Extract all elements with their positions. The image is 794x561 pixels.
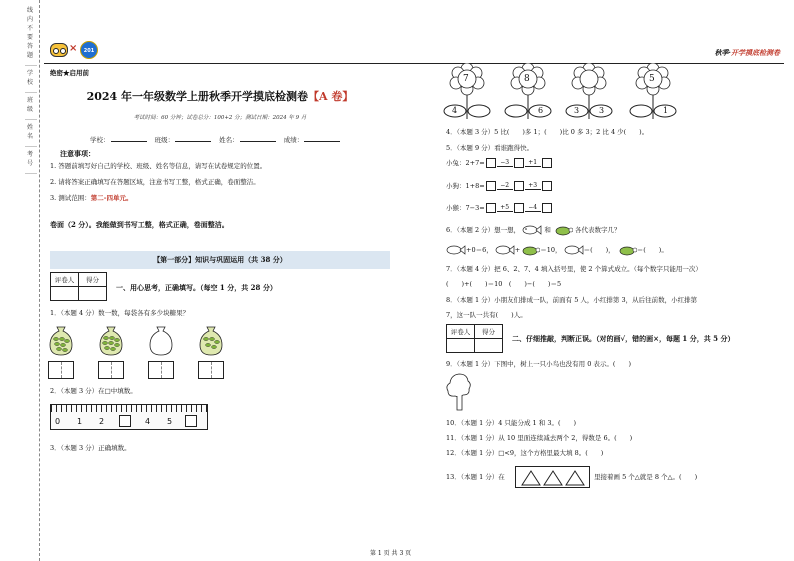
fish-icon [495, 245, 515, 255]
reviewer-cell[interactable] [51, 287, 79, 301]
section2-title: 二、仔细推敲，判断正误。（对的画√，错的画×，每题 1 分，共 5 分） [512, 334, 735, 343]
score-field[interactable] [304, 141, 340, 142]
question-13-prefix: 13．（本题 1 分）在 [446, 473, 505, 481]
flower-2-top: 8 [524, 74, 530, 84]
question-7: 7．（本题 4 分）把 6、2、7、4 填入括号里，使 2 个算式成立。（每个数字只能用一次） [446, 265, 702, 273]
ruler-label: 5 [167, 417, 173, 426]
score-header: 得分 [475, 325, 503, 339]
question-1: 1．（本题 4 分）数一数，每袋各有多少块糖果？ [50, 309, 190, 317]
flower-4-top: 5 [649, 74, 655, 84]
question-3: 3．（本题 3 分）正确填数。 [50, 444, 131, 452]
race-row-name: 小兔： [446, 159, 466, 167]
flower-3-right: 3 [599, 106, 605, 115]
flower-4 [628, 63, 678, 133]
race-row-expr: 1+8= [465, 182, 485, 190]
logo-separator: × [69, 43, 78, 54]
ruler-answer-box[interactable] [119, 415, 131, 427]
student-fields [90, 135, 346, 144]
arrow-op: +3 [525, 183, 541, 190]
ruler [50, 404, 208, 430]
score-table [50, 272, 107, 301]
candy-sack-1 [48, 325, 74, 359]
question-12: 12．（本题 1 分）□<9，这个方格里最大填 8。( ) [446, 449, 604, 457]
flower-1-left: 4 [452, 106, 458, 115]
score-cell[interactable] [475, 339, 503, 353]
equation-part: + [514, 246, 521, 254]
question-6-equations [446, 244, 668, 256]
reviewer-header: 评卷人 [51, 273, 79, 287]
ruler-label: 1 [77, 417, 83, 426]
page-title [50, 88, 390, 104]
race-row-expr: 2+7= [465, 159, 485, 167]
fish-icon [446, 245, 466, 255]
score-header: 得分 [79, 273, 107, 287]
equation-part: ＝10， [540, 246, 562, 254]
answer-box[interactable] [514, 203, 524, 213]
candy-sack-2 [98, 325, 124, 359]
reviewer-cell[interactable] [447, 339, 475, 353]
binding-margin [0, 0, 40, 561]
answer-box[interactable] [542, 181, 552, 191]
race-row-monkey [446, 203, 553, 213]
notice-title: 注意事项： [60, 149, 95, 158]
class-field[interactable] [175, 141, 211, 142]
turtle-icon [553, 224, 573, 236]
notice-item-2: 2. 请将答案正确填写在答题区域，注意书写工整，格式正确，卷面整洁。 [50, 178, 260, 186]
flower-1 [442, 63, 492, 133]
notice-item-1: 1. 答题前填写好自己的学校、班级、姓名等信息，请写在试卷规定的位置。 [50, 162, 267, 170]
flower-3 [564, 63, 614, 133]
triangle-box[interactable] [515, 466, 590, 488]
answer-box[interactable] [514, 158, 524, 168]
question-6-tail: 各代表数字几？ [574, 226, 621, 234]
question-8-line-1: 8．（本题 1 分）小朋友们排成一队，前面有 5 人，小红排第 3，从后往前数，小红排第 [446, 296, 698, 304]
arrow-op: −4 [525, 205, 541, 212]
answer-box[interactable] [486, 158, 496, 168]
candy-sack-4 [198, 325, 224, 359]
answer-grid-4[interactable] [198, 361, 224, 379]
question-13-suffix: 里接着画 5 个△就是 8 个△。( ) [594, 473, 698, 481]
equation-answer[interactable]: ＝( )， [583, 246, 615, 254]
title-main: 2024 年一年级数学上册秋季开学摸底检测卷 [86, 90, 309, 103]
exam-meta: 考试时间：60 分钟；试卷总分：100+2 分；测试日期：2024 年 9 月 [133, 115, 307, 121]
question-5: 5．（本题 9 分）看谁跑得快。 [446, 144, 534, 152]
notice-item-3 [50, 193, 132, 202]
school-label: 学校： [90, 136, 110, 144]
question-6: 6．（本题 2 分）想一想， 和 各代表数字几？ [446, 226, 621, 234]
flower-4-right: 1 [663, 106, 669, 115]
owl-logo-icon [50, 43, 68, 57]
notice-item-3-text: 3. 测试范围： [50, 194, 91, 202]
turtle-icon [520, 244, 540, 256]
answer-box[interactable] [542, 158, 552, 168]
score-cell[interactable] [79, 287, 107, 301]
question-7-line[interactable]: ( )+( )＝10 ( )−( )＝5 [446, 280, 562, 288]
ruler-label: 0 [55, 417, 61, 426]
score-label: 成绩： [283, 136, 304, 144]
answer-grid-2[interactable] [98, 361, 124, 379]
binding-text: 线 内 不 要 答 题 …… 学校 …… 班级 …… 姓名 …… 考号 …… [25, 7, 37, 176]
arrow-op: +1 [525, 160, 541, 167]
name-field[interactable] [240, 141, 276, 142]
race-row-name: 小猴： [446, 204, 466, 212]
page-number: 第 1 页 共 3 页 [370, 550, 412, 557]
question-4: 4．（本题 3 分）5 比( )多 1；( )比 0 多 3；2 比 4 少( )。 [446, 128, 649, 136]
question-10: 10．（本题 1 分）4 只能分成 1 和 3。( ) [446, 419, 577, 427]
name-label: 姓名： [219, 136, 239, 144]
score-table-2 [446, 324, 503, 353]
question-9: 9．（本题 1 分）下图中，树上一只小鸟也没有用 0 表示。( ) [446, 360, 631, 368]
header-right [640, 48, 780, 58]
race-row-rabbit [446, 158, 553, 168]
flower-1-top: 7 [463, 74, 469, 84]
flower-3-left: 3 [574, 106, 580, 115]
header-prefix: 秋季· [714, 48, 731, 57]
title-tag: 【A 卷】 [308, 90, 354, 103]
answer-box[interactable] [514, 181, 524, 191]
arrow-op: −2 [497, 183, 513, 190]
question-11: 11．（本题 1 分）从 10 里面连续减去两个 2，得数是 6。( ) [446, 434, 633, 442]
equation-part: +0＝6， [466, 246, 493, 254]
secret-label: 绝密★启用前 [50, 69, 89, 77]
question-8-line-2[interactable]: 7，这一队一共有( )人。 [446, 311, 527, 319]
flower-2 [503, 63, 553, 133]
fish-icon [522, 225, 542, 235]
race-row-name: 小狗： [446, 182, 466, 190]
arrow-op: +5 [497, 205, 513, 212]
header-highlight: 开学摸底检测卷 [731, 48, 780, 57]
tree-icon [446, 372, 472, 414]
fish-icon [564, 245, 584, 255]
ruler-ticks [51, 405, 207, 412]
flower-2-right: 6 [538, 106, 544, 115]
answer-box[interactable] [486, 181, 496, 191]
race-row-dog [446, 181, 553, 191]
notice-scope: 第二-四单元。 [90, 194, 133, 202]
answer-grid-1[interactable] [48, 361, 74, 379]
arrow-op: −3 [497, 160, 513, 167]
equation-answer[interactable]: ＝( )。 [636, 246, 668, 254]
class-label: 班级： [154, 136, 175, 144]
answer-box[interactable] [486, 203, 496, 213]
question-2: 2．（本题 3 分）在□中填数。 [50, 387, 137, 395]
question-6-text: 6．（本题 2 分）想一想， [446, 226, 521, 234]
ruler-answer-box[interactable] [185, 415, 197, 427]
school-field[interactable] [111, 141, 147, 142]
badge-logo-icon: 201 [80, 41, 98, 59]
section1-title: 一、用心思考，正确填写。（每空 1 分，共 28 分） [116, 283, 277, 292]
race-row-expr: 7−3= [465, 204, 485, 212]
answer-grid-3[interactable] [148, 361, 174, 379]
essay-note: 卷面（2 分）。我能做到书写工整，格式正确，卷面整洁。 [50, 220, 229, 229]
answer-box[interactable] [542, 203, 552, 213]
ruler-label: 2 [99, 417, 105, 426]
candy-sack-3 [148, 325, 174, 359]
turtle-icon [617, 244, 637, 256]
reviewer-header: 评卷人 [447, 325, 475, 339]
ruler-label: 4 [145, 417, 151, 426]
part1-banner: 【第一部分】知识与巩固运用（共 38 分） [50, 251, 390, 269]
